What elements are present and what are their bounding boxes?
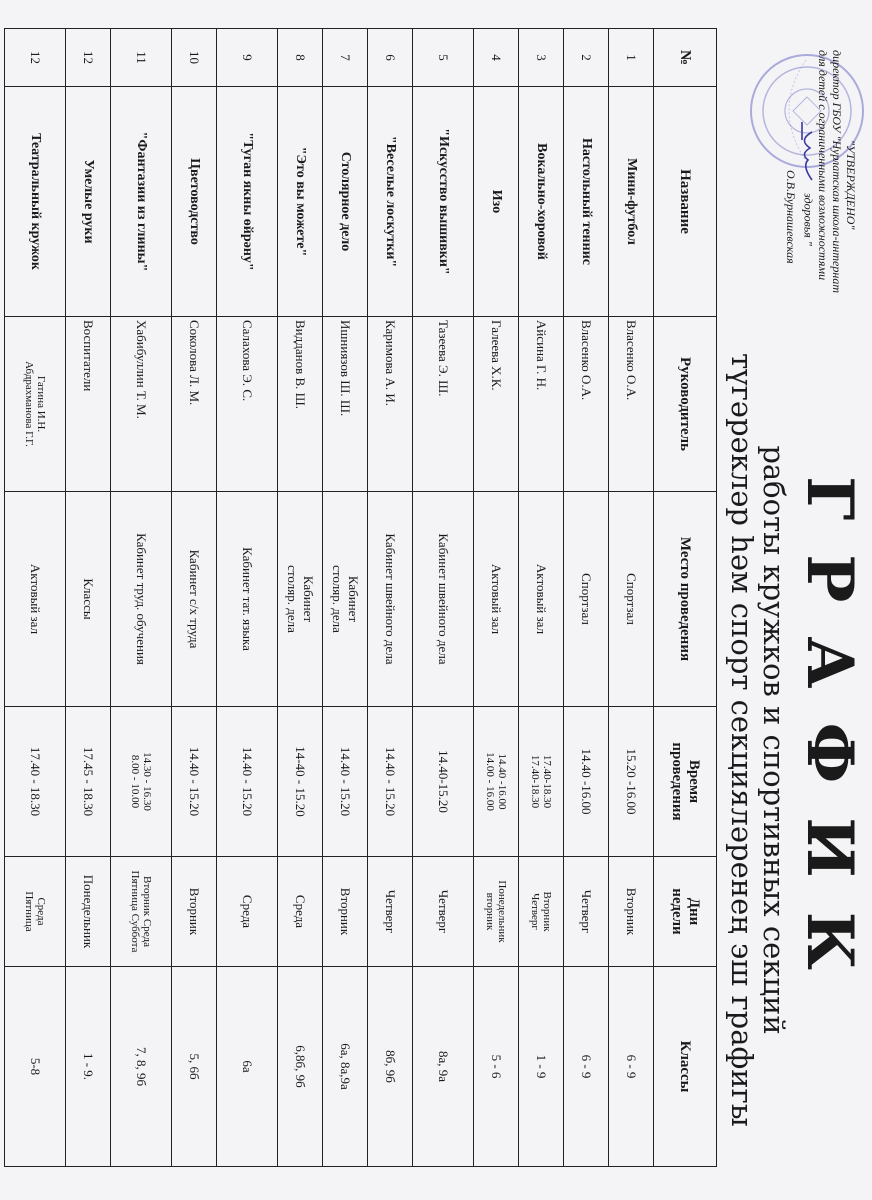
club-days: Понедельник — [66, 857, 111, 967]
club-time: 14-40 - 15.20 — [278, 707, 323, 857]
club-place: Классы — [66, 492, 111, 707]
club-time: 17.40 - 18.30 — [5, 707, 66, 857]
row-number: 5 — [413, 29, 474, 87]
header-num: № — [654, 29, 717, 87]
club-classes: 8а, 9а — [413, 967, 474, 1167]
club-leader: Хабибуллин Т. М. — [111, 317, 172, 492]
club-leader: Каримова А. И. — [368, 317, 413, 492]
table-header-row — [654, 29, 717, 1167]
club-days: Вторник — [323, 857, 368, 967]
row-number: 10 — [172, 29, 217, 87]
row-number: 11 — [111, 29, 172, 87]
club-days: Четверг — [564, 857, 609, 967]
club-leader: Гатина И.Н. Абдрахманова Г.Г. — [5, 317, 66, 492]
club-days: Понедельник вторник — [474, 857, 519, 967]
page-title: ГРАФИК — [792, 476, 867, 1004]
club-classes: 1 - 9. — [66, 967, 111, 1167]
club-classes: 6а — [217, 967, 278, 1167]
row-number: 12 — [66, 29, 111, 87]
row-number: 4 — [474, 29, 519, 87]
club-place: Спортзал — [564, 492, 609, 707]
club-name: "Это вы можете" — [278, 87, 323, 317]
club-name: Умелые руки — [66, 87, 111, 317]
club-name: Столярное дело — [323, 87, 368, 317]
table-row — [564, 29, 609, 1167]
table-row — [217, 29, 278, 1167]
table-body — [5, 29, 654, 1167]
approval-block — [784, 50, 858, 310]
club-classes: 7, 8, 9б — [111, 967, 172, 1167]
club-time: 14.40-15.20 — [413, 707, 474, 857]
club-name: Вокально-хоровой — [519, 87, 564, 317]
club-time: 14.40 - 15.20 — [217, 707, 278, 857]
club-classes: 5 - 6 — [474, 967, 519, 1167]
director-name: О.В.Бурнашевская — [784, 170, 798, 264]
row-number: 1 — [609, 29, 654, 87]
club-name: Изо — [474, 87, 519, 317]
row-number: 9 — [217, 29, 278, 87]
director-signature — [798, 120, 816, 190]
club-days: Вторник Среда Пятница Суббота — [111, 857, 172, 967]
club-place: Кабинет швейного дела — [368, 492, 413, 707]
header-time: Время проведения — [654, 707, 717, 857]
club-time: 14.40 - 15.20 — [323, 707, 368, 857]
club-days: Четверг — [413, 857, 474, 967]
club-name: Театральный кружок — [5, 87, 66, 317]
table-row — [609, 29, 654, 1167]
club-name: "Искусство вышивки" — [413, 87, 474, 317]
table-row — [323, 29, 368, 1167]
approval-line-1: директор ГБОУ "Нурлатская школа-интернат — [830, 50, 844, 293]
table-row — [172, 29, 217, 1167]
club-leader: Соколова Л. М. — [172, 317, 217, 492]
club-time: 17.40-18.30 17.40-18.30 — [519, 707, 564, 857]
club-time: 17.45 - 18.30 — [66, 707, 111, 857]
table-row — [519, 29, 564, 1167]
club-place: Кабинет столяр. дела — [278, 492, 323, 707]
row-number: 8 — [278, 29, 323, 87]
club-name: "Фантазии из глины" — [111, 87, 172, 317]
subtitle-tatar: түгәрәкләр һәм спорт секцияләренең эш графигы — [725, 353, 759, 1127]
table-row — [368, 29, 413, 1167]
approval-line-3: здоровья " — [798, 50, 816, 310]
club-place: Кабинет швейного дела — [413, 492, 474, 707]
club-days: Четверг — [368, 857, 413, 967]
club-name: Цветоводство — [172, 87, 217, 317]
club-classes: 6 - 9 — [564, 967, 609, 1167]
header-days: Дни недели — [654, 857, 717, 967]
club-place: Кабинет труд. обучения — [111, 492, 172, 707]
subtitle-russian: работы кружков и спортивных секций — [757, 445, 791, 1035]
club-classes: 8б, 9б — [368, 967, 413, 1167]
club-place: Кабинет тат. языка — [217, 492, 278, 707]
row-number: 6 — [368, 29, 413, 87]
header-classes: Классы — [654, 967, 717, 1167]
club-leader: Айсина Г. Н. — [519, 317, 564, 492]
club-classes: 1 - 9 — [519, 967, 564, 1167]
club-place: Актовый зал — [474, 492, 519, 707]
club-classes: 6 - 9 — [609, 967, 654, 1167]
club-leader: Власенко О.А. — [564, 317, 609, 492]
club-days: Вторник — [609, 857, 654, 967]
club-leader: Ишниязов Ш. Ш. — [323, 317, 368, 492]
header-name: Название — [654, 87, 717, 317]
club-time: 14.40 - 15.20 — [368, 707, 413, 857]
club-place: Спортзал — [609, 492, 654, 707]
club-leader: Тазеева Э. Ш. — [413, 317, 474, 492]
club-time: 14.30 - 16.30 8.00 - 10.00 — [111, 707, 172, 857]
club-name: Настольный теннис — [564, 87, 609, 317]
header-place: Место проведения — [654, 492, 717, 707]
table-row — [278, 29, 323, 1167]
club-leader: Салахова Э. С. — [217, 317, 278, 492]
club-time: 14.40 -16.00 14.00 - 16.00 — [474, 707, 519, 857]
club-days: Вторник — [172, 857, 217, 967]
club-days: Среда — [278, 857, 323, 967]
club-time: 15.20 -16.00 — [609, 707, 654, 857]
approval-line-2: для детей с ограниченными возможностями — [816, 50, 830, 281]
club-place: Актовый зал — [5, 492, 66, 707]
table-row — [474, 29, 519, 1167]
table-row — [413, 29, 474, 1167]
club-leader: Галеева Х.К. — [474, 317, 519, 492]
club-leader: Видданов В. Ш. — [278, 317, 323, 492]
club-place: Актовый зал — [519, 492, 564, 707]
club-classes: 5, 6б — [172, 967, 217, 1167]
club-classes: 5-8 — [5, 967, 66, 1167]
club-time: 14.40 -16.00 — [564, 707, 609, 857]
club-name: "Туган якны өйрәну" — [217, 87, 278, 317]
table-row — [66, 29, 111, 1167]
row-number: 2 — [564, 29, 609, 87]
club-leader: Воспитатели — [66, 317, 111, 492]
club-leader: Власенко О.А. — [609, 317, 654, 492]
club-place: Кабинет с/х труда — [172, 492, 217, 707]
header-leader: Руководитель — [654, 317, 717, 492]
club-classes: 6а, 8а,9а — [323, 967, 368, 1167]
approved-label: "УТВЕРЖДЕНО" — [844, 140, 858, 230]
club-days: Среда — [217, 857, 278, 967]
club-place: Кабинет столяр. дела — [323, 492, 368, 707]
row-number: 7 — [323, 29, 368, 87]
club-days: Вторник Четверг — [519, 857, 564, 967]
club-classes: 6,8б, 9б — [278, 967, 323, 1167]
row-number: 12 — [5, 29, 66, 87]
club-time: 14.40 - 15.20 — [172, 707, 217, 857]
table-row — [111, 29, 172, 1167]
schedule-table — [4, 28, 717, 1167]
club-name: Мини-футбол — [609, 87, 654, 317]
row-number: 3 — [519, 29, 564, 87]
club-name: "Веселые лоскутки" — [368, 87, 413, 317]
club-days: Среда Пятница — [5, 857, 66, 967]
table-row — [5, 29, 66, 1167]
